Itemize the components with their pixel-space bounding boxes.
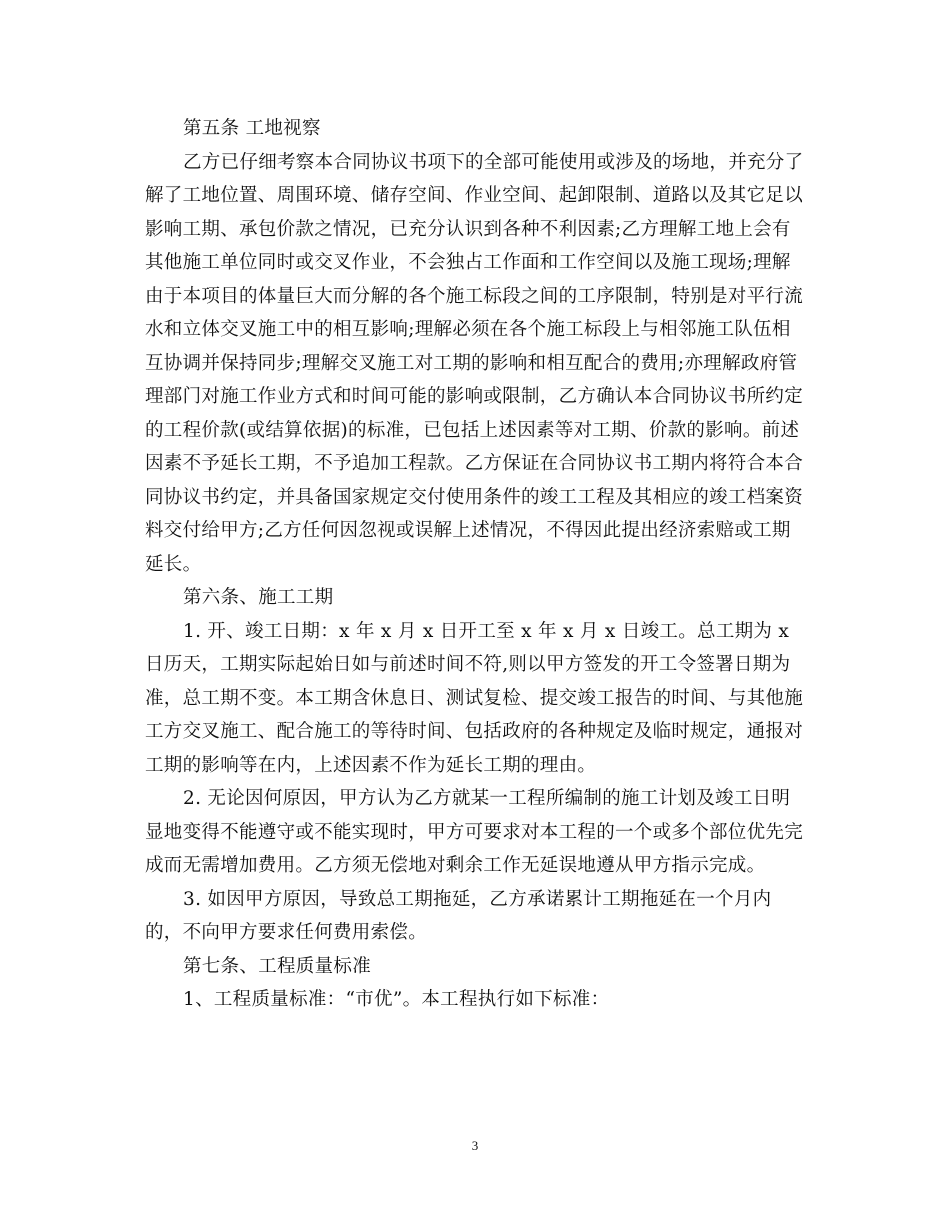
page-number: 3	[471, 1138, 479, 1153]
article-5-heading: 第五条 工地视察	[183, 118, 321, 139]
article-5-line: 影响工期、承包价款之情况，已充分认识到各种不利因素;乙方理解工地上会有	[145, 218, 791, 240]
document-body	[145, 112, 804, 1017]
article-5-line: 同协议书约定，并具备国家规定交付使用条件的竣工工程及其相应的竣工档案资	[145, 486, 804, 508]
article-6-item-1-line: 工方交叉施工、配合施工的等待时间、包括政府的各种规定及临时规定，通报对	[145, 721, 804, 742]
article-6-heading: 第六条、施工工期	[183, 587, 334, 608]
article-5-line: 因素不予延长工期，不予追加工程款。乙方保证在合同协议书工期内将符合本合	[145, 453, 804, 474]
article-5-line: 的工程价款(或结算依据)的标准，已包括上述因素等对工期、价款的影响。前述	[145, 419, 800, 441]
article-6-item-2-line: 成而无需增加费用。乙方须无偿地对剩余工作无延误地遵从甲方指示完成。	[145, 855, 766, 876]
article-5-line: 料交付给甲方;乙方任何因忽视或误解上述情况，不得因此提出经济索赔或工期	[145, 520, 791, 541]
article-5-line: 延长。	[145, 553, 202, 575]
article-5-line: 乙方已仔细考察本合同协议书项下的全部可能使用或涉及的场地，并充分了	[183, 151, 804, 173]
article-5-line: 其他施工单位同时或交叉作业，不会独占工作面和工作空间以及施工现场;理解	[145, 252, 791, 273]
article-5-line: 解了工地位置、周围环境、储存空间、作业空间、起卸限制、道路以及其它足以	[145, 185, 804, 206]
article-7-item-1: 1、工程质量标准：“市优”。本工程执行如下标准：	[183, 989, 610, 1010]
article-5-line: 由于本项目的体量巨大而分解的各个施工标段之间的工序限制，特别是对平行流	[145, 285, 804, 307]
article-6-item-1-line: 1. 开、竣工日期：x 年 x 月 x 日开工至 x 年 x 月 x 日竣工。总工期为 x	[183, 620, 790, 642]
article-6-item-1-line: 准，总工期不变。本工期含休息日、测试复检、提交竣工报告的时间、与其他施	[145, 687, 804, 709]
article-6-item-2-line: 2. 无论因何原因，甲方认为乙方就某一工程所编制的施工计划及竣工日明	[183, 788, 791, 809]
article-6-item-3-line: 的，不向甲方要求任何费用索偿。	[145, 922, 428, 943]
article-6-item-1-line: 日历天，工期实际起始日如与前述时间不符,则以甲方签发的开工令签署日期为	[145, 654, 791, 675]
article-6-item-3-line: 3. 如因甲方原因，导致总工期拖延，乙方承诺累计工期拖延在一个月内	[183, 888, 772, 910]
article-5-line: 互协调并保持同步;理解交叉施工对工期的影响和相互配合的费用;亦理解政府管	[145, 352, 798, 374]
article-6-item-1-line: 工期的影响等在内，上述因素不作为延长工期的理由。	[145, 754, 597, 776]
article-6-item-2-line: 显地变得不能遵守或不能实现时，甲方可要求对本工程的一个或多个部位优先完	[145, 821, 804, 843]
article-5-line: 水和立体交叉施工中的相互影响;理解必须在各个施工标段上与相邻施工队伍相	[145, 319, 791, 340]
article-7-heading: 第七条、工程质量标准	[183, 955, 372, 977]
article-5-line: 理部门对施工作业方式和时间可能的影响或限制，乙方确认本合同协议书所约定	[145, 386, 804, 407]
